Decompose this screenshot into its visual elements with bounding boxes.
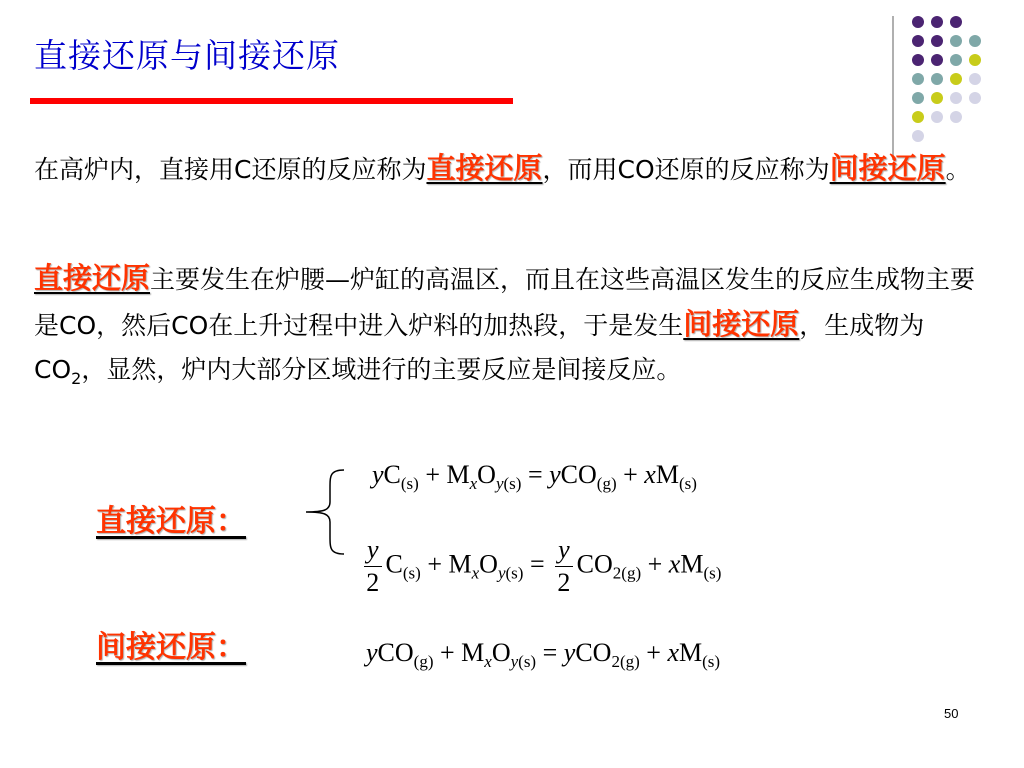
- decorative-dot: [931, 73, 943, 85]
- slide-title: 直接还原与间接还原: [34, 36, 340, 75]
- term-indirect-reduction-2: 间接还原: [683, 307, 800, 341]
- decorative-dot: [912, 92, 924, 104]
- decorative-dot: [931, 54, 943, 66]
- title-underline-rule: [30, 98, 513, 104]
- decorative-dot: [950, 73, 962, 85]
- label-direct-reduction: 直接还原：: [96, 504, 246, 539]
- vertical-divider-line: [892, 16, 894, 160]
- term-indirect-reduction: 间接还原: [829, 151, 946, 185]
- decorative-dot: [912, 54, 924, 66]
- equation-indirect: $yCO_{(g)} + M_xO_{y(s)} = yCO_{2(g)} + xM_{(s)}$: [366, 638, 721, 671]
- decorative-dot: [950, 16, 962, 28]
- decorative-dot: [931, 111, 943, 123]
- decorative-dot: [950, 35, 962, 47]
- para1-intro: 在高炉内，直接用C还原的反应称为: [34, 155, 427, 184]
- para1-middle: ，而用CO还原的反应称为: [542, 155, 830, 184]
- term-direct-reduction-2: 直接还原: [34, 261, 151, 295]
- left-brace-icon: [300, 466, 350, 556]
- page-number: 50: [944, 706, 959, 721]
- decorative-dot: [950, 111, 962, 123]
- decorative-dot: [969, 54, 981, 66]
- paragraph-definition: [34, 146, 984, 192]
- decorative-dot-grid: [912, 16, 1012, 166]
- decorative-dot: [969, 92, 981, 104]
- paragraph-explanation: [34, 256, 994, 401]
- decorative-dot: [950, 92, 962, 104]
- decorative-dot: [912, 130, 924, 142]
- decorative-dot: [912, 73, 924, 85]
- para1-end: 。: [945, 155, 971, 184]
- decorative-dot: [912, 16, 924, 28]
- decorative-dot: [912, 111, 924, 123]
- equation-direct-1: $yC_{(s)} + M_xO_{y(s)} = yCO_{(g)} + xM_{(s)}$: [372, 460, 697, 493]
- decorative-dot: [931, 35, 943, 47]
- decorative-dot: [931, 16, 943, 28]
- decorative-dot: [969, 73, 981, 85]
- term-direct-reduction: 直接还原: [426, 151, 543, 185]
- label-indirect-reduction: 间接还原：: [96, 630, 246, 665]
- equation-direct-2: $\frac{y}{2}$ $C_{(s)} + M_xO_{y(s)}$ = $\frac{y}{2}$ $CO_{2(g)} + xM_{(s)}$: [360, 534, 721, 599]
- decorative-dot: [912, 35, 924, 47]
- decorative-dot: [969, 35, 981, 47]
- para2-part2: ，生成物为CO: [34, 311, 925, 384]
- decorative-dot: [931, 92, 943, 104]
- decorative-dot: [950, 54, 962, 66]
- para2-part1: 主要发生在炉腰—炉缸的高温区，而且在这些高温区发生的反应生成物主要是CO，然后CO在上升过程中进入炉料的加热段，于是发生: [34, 265, 976, 340]
- para2-part3: ，显然，炉内大部分区域进行的主要反应是间接反应。: [81, 355, 682, 384]
- co2-subscript: 2: [71, 369, 82, 388]
